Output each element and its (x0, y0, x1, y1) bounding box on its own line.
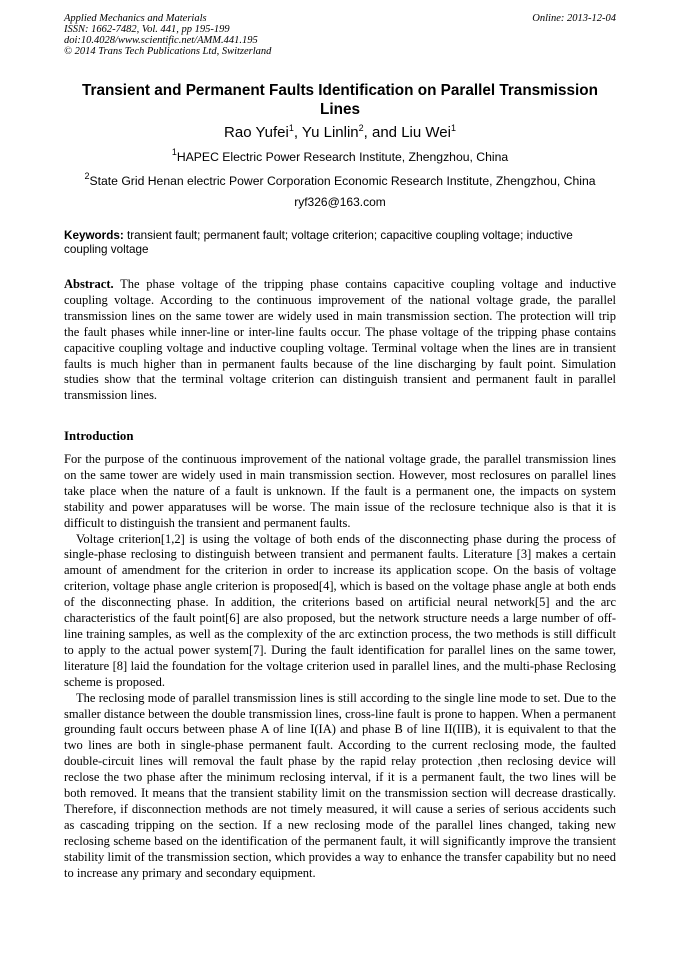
author-separator: , and (363, 124, 402, 141)
affiliation-text: State Grid Henan electric Power Corporation Economic Research Institute, Zhengzhou, China (89, 174, 596, 188)
affiliation-text: HAPEC Electric Power Research Institute, Zhengzhou, China (176, 150, 509, 164)
author-list (64, 123, 616, 143)
keywords (64, 229, 616, 257)
abstract-text: The phase voltage of the tripping phase contains capacitive coupling voltage and inductive coupling voltage. According to the continuous improvement of the national voltage grade, the parallel transmission lines on the same tower are widely used in main transmission section. The protection will trip the fault phases while inner-line or inter-line faults occur. The phase voltage of the tripping phase contains capacitive coupling voltage and inductive coupling voltage. Terminal voltage when the lines are in transient faults is much higher than in permanent faults because of the line discharging by fault point. Simulation studies show that the terminal voltage criterion can distinguish transient and permanent fault in parallel transmission lines. (64, 277, 616, 403)
author-name: Liu Wei (401, 124, 451, 141)
section-heading-introduction: Introduction (64, 429, 134, 443)
issn-line: ISSN: 1662-7482, Vol. 441, pp 195-199 (64, 24, 230, 35)
paragraph: The reclosing mode of parallel transmission lines is still according to the single line mode to set. Due to the smaller distance between the double transmission lines, cross-line fault is prone to happen. When a permanent grounding fault occurs between phase A of line I(IA) and phase B of line II(IIB), it is equivalent to that the two lines are both in single-phase permanent fault. According to the current reclosing mode, the faulted double-circuit lines will removal the fault phase by the rapid relay protection ,then reclosing device will reclose the two phase after the minimum reclosing interval, if it is a permanent fault, the two lines will be both removed. It means that the transient stability limit on the transmission section will decrease drastically. Therefore, if disconnection methods are not timely measured, it will cause a series of serious accidents such as cascading tripping on the section. If a new reclosing mode of the parallel lines changed, taking new reclosing scheme based on the identification of the permanent fault, it will significantly improve the transient stability limit of the transmission section, which provides a way to enhance the transfer capability but no need to increase any primary and secondary equipment. (64, 690, 616, 880)
introduction-body (64, 452, 616, 881)
author-affiliation-mark: 2 (358, 123, 364, 133)
keywords-label: Keywords: (64, 229, 124, 242)
author-affiliation-mark: 1 (450, 123, 456, 133)
copyright-line: © 2014 Trans Tech Publications Ltd, Switzerland (64, 46, 272, 57)
affiliation-2 (40, 171, 640, 189)
affiliation-mark: 1 (171, 147, 177, 157)
keywords-text: transient fault; permanent fault; voltage criterion; capacitive coupling voltage; inductive coupling voltage (64, 229, 573, 256)
paragraph: For the purpose of the continuous improvement of the national voltage grade, the parallel transmission lines on the same tower are widely used in main transmission section. However, most reclosures on parallel lines take place when the nature of a fault is unknown. If the fault is a permanent one, the impacts on system stability and power apparatuses will be worse. The main issue of the reclosure technique also is that it is difficult to distinguish the transient and permanent faults. (64, 452, 616, 530)
abstract-label: Abstract. (64, 277, 114, 291)
doi-line: doi:10.4028/www.scientific.net/AMM.441.195 (64, 35, 258, 46)
abstract (64, 277, 616, 404)
paragraph: Voltage criterion[1,2] is using the voltage of both ends of the disconnecting phase during the process of single-phase reclosing to distinguish between transient and permanent faults. Literature [3] makes a certain amount of amendment for the criterion in order to increase its application scope. On the basis of voltage criterion, voltage phase angle criterion is proposed[4], which is based on the voltage phase angle at both ends of the disconnecting phase. In addition, the criterions based on artificial neural network[5] and the arc characteristics of the fault point[6] are also proposed, but the network structure needs a large number of off-line training samples, as well as the complexity of the arc extinction process, the two methods is still difficult to apply to the actual power system[7]. During the fault identification for parallel lines on the same tower, literature [8] laid the foundation for the voltage criterion used in parallel lines, and the multi-phase Reclosing scheme is proposed. (64, 531, 616, 689)
journal-header (64, 13, 616, 57)
author-affiliation-mark: 1 (288, 123, 294, 133)
affiliation-mark: 2 (84, 171, 90, 181)
journal-name: Applied Mechanics and Materials (64, 13, 207, 24)
author-separator: , (293, 124, 302, 141)
author-email: ryf326@163.com (294, 195, 386, 209)
paper-title: Transient and Permanent Faults Identification on Parallel Transmission Lines (82, 82, 598, 118)
affiliation-1 (40, 147, 640, 165)
author-name: Yu Linlin (301, 124, 359, 141)
online-date: Online: 2013-12-04 (532, 13, 616, 24)
author-name: Rao Yufei (224, 124, 289, 141)
